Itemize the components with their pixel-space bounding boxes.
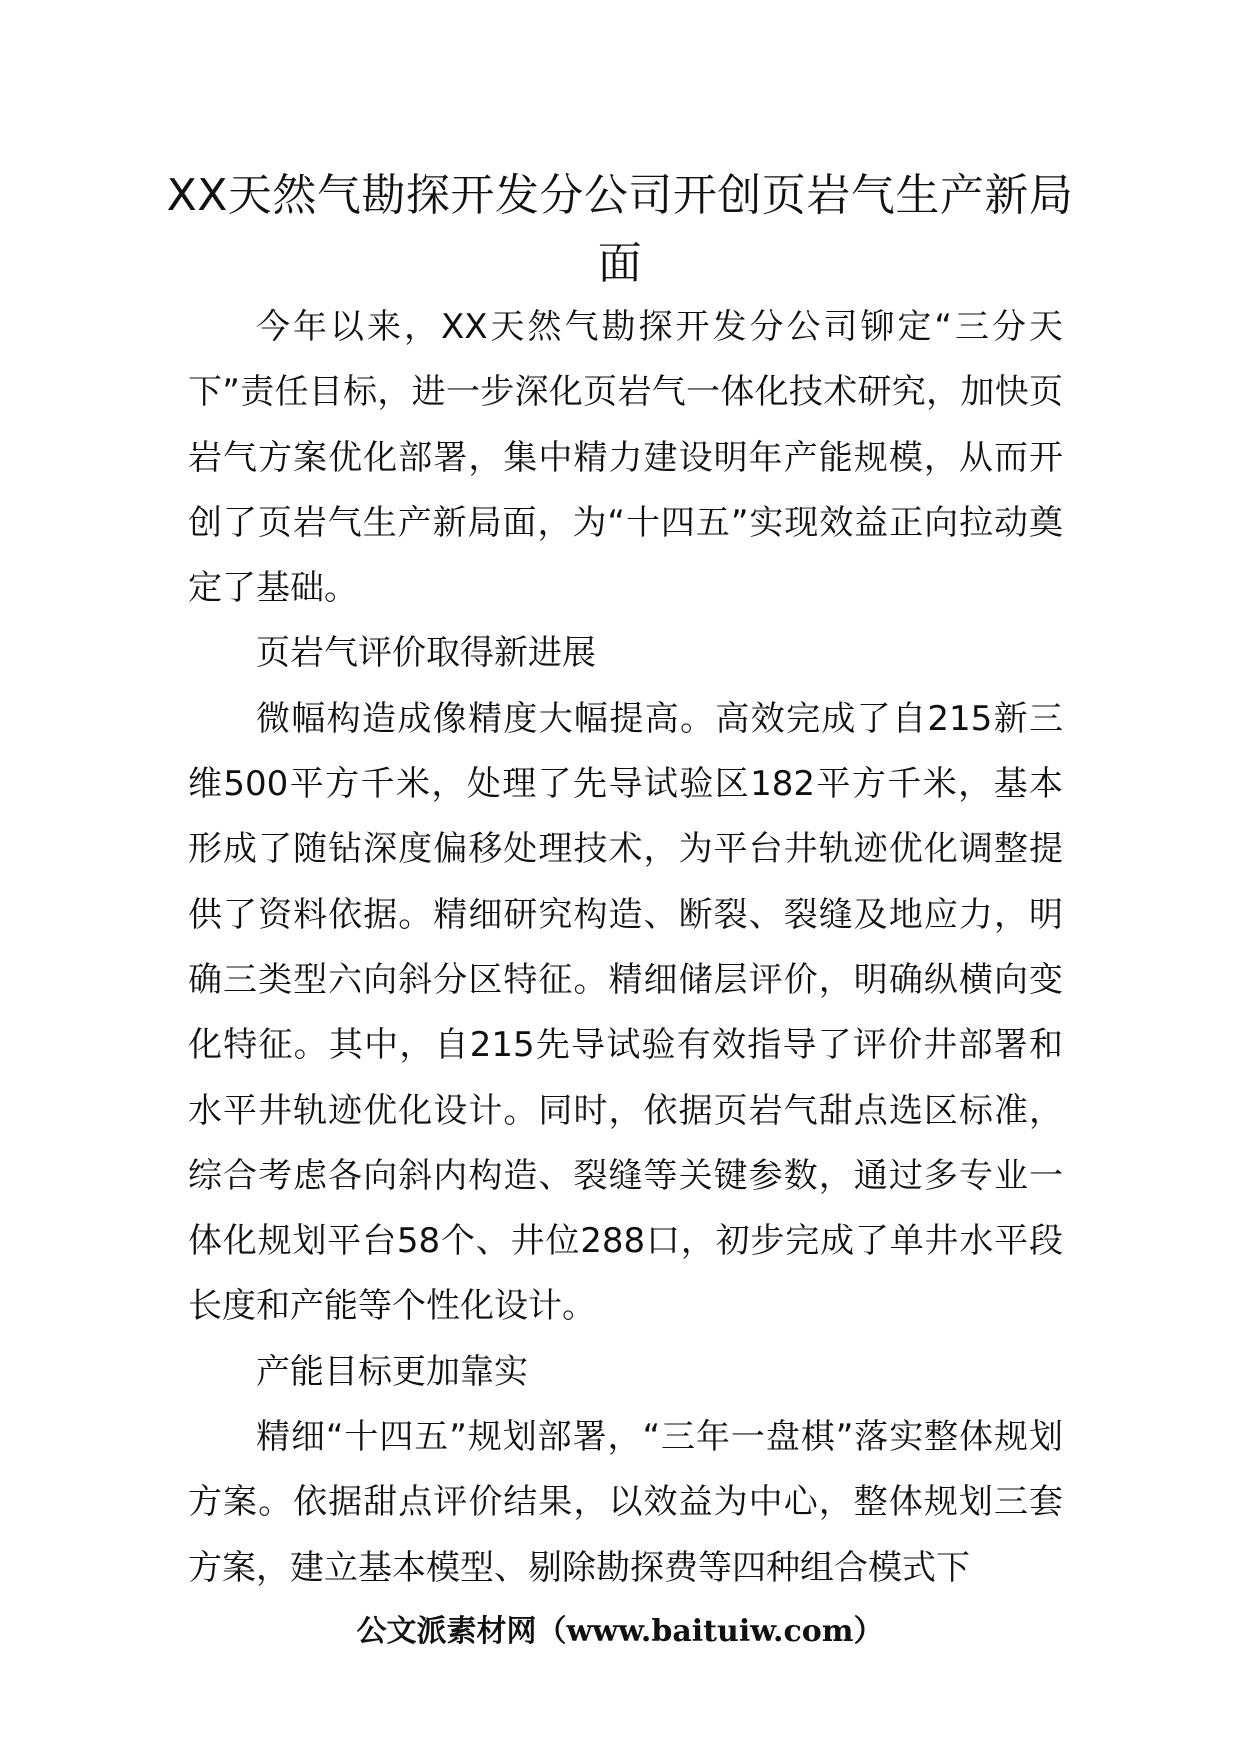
document-body xyxy=(188,295,1063,1601)
footer-watermark: 公文派素材网（www.baituiw.com） xyxy=(356,1614,884,1649)
evaluation-paragraph: 微幅构造成像精度大幅提高。高效完成了自215新三维500平方千米，处理了先导试验区182平方千米，基本形成了随钻深度偏移处理技术，为平台井轨迹优化调整提供了资料依据。精细研究构造、断裂、裂缝及地应力，明确三类型六向斜分区特征。精细储层评价，明确纵横向变化特征。其中，自215先导试验有效指导了评价井部署和水平井轨迹优化设计。同时，依据页岩气甜点选区标准，综合考虑各向斜内构造、裂缝等关键参数，通过多专业一体化规划平台58个、井位288口，初步完成了单井水平段长度和产能等个性化设计。 xyxy=(188,698,1063,1327)
section-heading-capacity: 产能目标更加靠实 xyxy=(256,1351,528,1392)
intro-paragraph: 今年以来，XX天然气勘探开发分公司铆定“三分天下”责任目标，进一步深化页岩气一体化技术研究，加快页岩气方案优化部署，集中精力建设明年产能规模，从而开创了页岩气生产新局面，为“十四五”实现效益正向拉动奠定了基础。 xyxy=(188,307,1063,609)
document-title: XX天然气勘探开发分公司开创页岩气生产新局面 xyxy=(166,170,1074,289)
section-heading-evaluation: 页岩气评价取得新进展 xyxy=(256,633,596,674)
capacity-paragraph: 精细“十四五”规划部署，“三年一盘棋”落实整体规划方案。依据甜点评价结果，以效益为中心，整体规划三套方案，建立基本模型、剔除勘探费等四种组合模式下 xyxy=(188,1417,1063,1588)
